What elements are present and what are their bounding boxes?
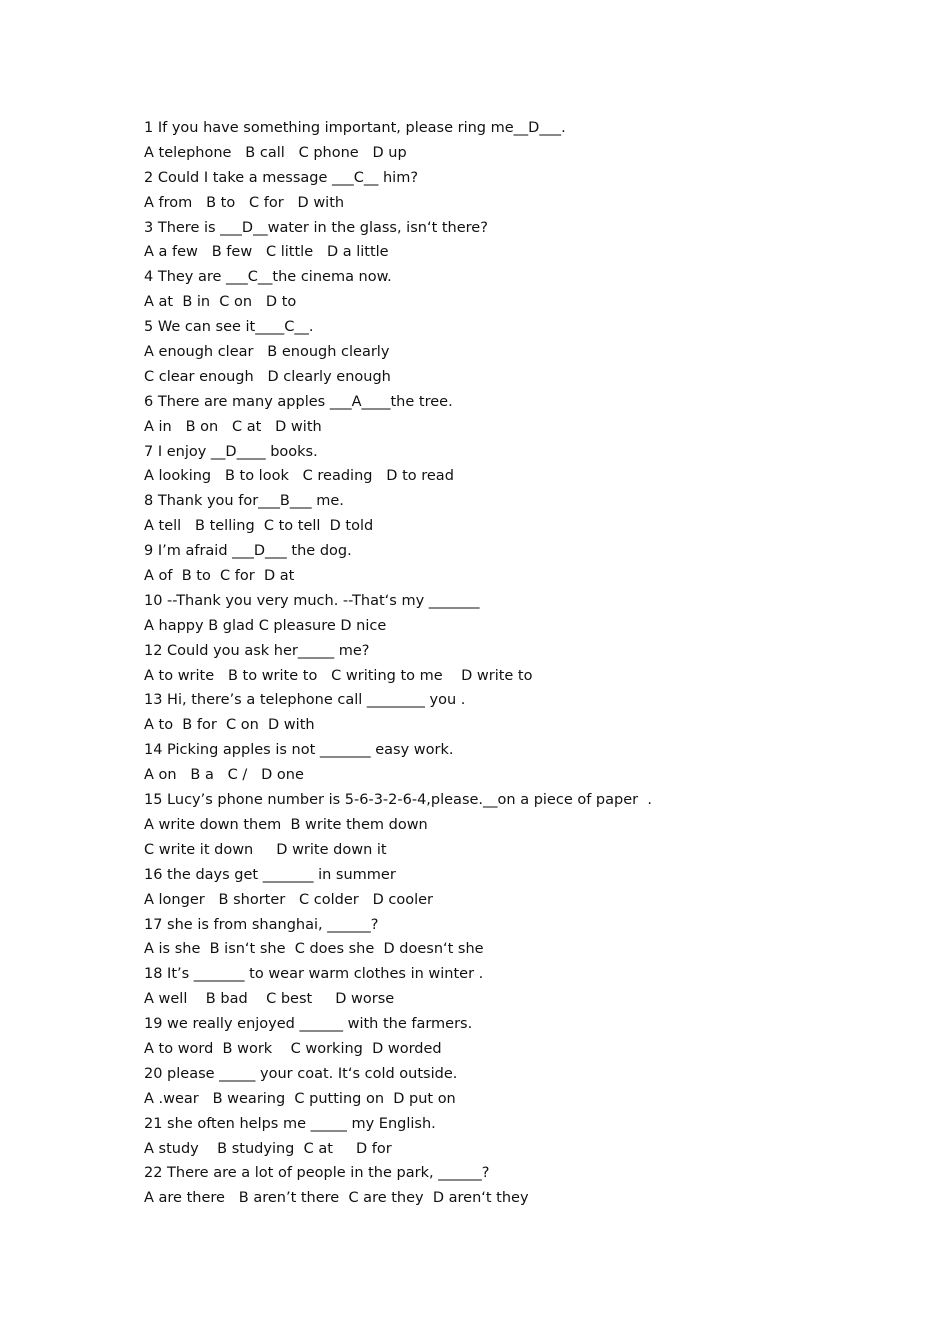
question-18: 18 It’s _______ to wear warm clothes in winter . <box>144 966 484 983</box>
options-6: A in B on C at D with <box>144 418 322 435</box>
options-9: A of B to C for D at <box>144 568 295 585</box>
options-2: A from B to C for D with <box>144 194 345 211</box>
question-3: 3 There is ___D__water in the glass, isn‘t there? <box>144 219 488 236</box>
question-6: 6 There are many apples ___A____the tree. <box>144 393 453 410</box>
options-13: A to B for C on D with <box>144 717 315 734</box>
options-18: A well B bad C best D worse <box>144 991 395 1008</box>
question-10: 10 --Thank you very much. --That‘s my _______ <box>144 592 480 609</box>
question-13: 13 Hi, there’s a telephone call ________ you . <box>144 692 466 709</box>
options-21: A study B studying C at D for <box>144 1140 392 1157</box>
question-14: 14 Picking apples is not _______ easy work. <box>144 742 454 759</box>
question-1: 1 If you have something important, please ring me__D___. <box>144 120 566 136</box>
question-16: 16 the days get _______ in summer <box>144 866 396 883</box>
question-5: 5 We can see it____C__. <box>144 319 314 336</box>
options-8: A tell B telling C to tell D told <box>144 518 374 535</box>
question-15: 15 Lucy’s phone number is 5-6-3-2-6-4,please.__on a piece of paper . <box>144 792 652 809</box>
question-8: 8 Thank you for___B___ me. <box>144 493 344 510</box>
options-10: A happy B glad C pleasure D nice <box>144 617 387 634</box>
question-19: 19 we really enjoyed ______ with the farmers. <box>144 1016 473 1033</box>
question-list <box>144 116 924 1211</box>
options-7: A looking B to look C reading D to read <box>144 468 454 485</box>
question-21: 21 she often helps me _____ my English. <box>144 1115 436 1132</box>
options-22: A are there B aren’t there C are they D aren‘t they <box>144 1190 529 1207</box>
question-4: 4 They are ___C__the cinema now. <box>144 269 392 286</box>
options-16: A longer B shorter C colder D cooler <box>144 891 433 908</box>
options-20: A .wear B wearing C putting on D put on <box>144 1090 456 1107</box>
options-5-row-1: A enough clear B enough clearly <box>144 344 390 361</box>
question-2: 2 Could I take a message ___C__ him? <box>144 169 419 186</box>
options-19: A to word B work C working D worded <box>144 1040 442 1057</box>
options-4: A at B in C on D to <box>144 294 297 311</box>
question-17: 17 she is from shanghai, ______? <box>144 916 379 933</box>
question-12: 12 Could you ask her_____ me? <box>144 642 370 659</box>
question-20: 20 please _____ your coat. It‘s cold outside. <box>144 1065 458 1082</box>
question-22: 22 There are a lot of people in the park, ______? <box>144 1165 490 1182</box>
options-14: A on B a C / D one <box>144 767 304 784</box>
options-15-row-2: C write it down D write down it <box>144 841 387 858</box>
options-5-row-2: C clear enough D clearly enough <box>144 368 391 385</box>
options-17: A is she B isn‘t she C does she D doesn‘t she <box>144 941 484 958</box>
options-1: A telephone B call C phone D up <box>144 144 407 161</box>
options-12: A to write B to write to C writing to me D write to <box>144 667 533 684</box>
options-15-row-1: A write down them B write them down <box>144 816 428 833</box>
question-7: 7 I enjoy __D____ books. <box>144 443 318 460</box>
options-3: A a few B few C little D a little <box>144 244 389 261</box>
question-9: 9 I’m afraid ___D___ the dog. <box>144 543 352 560</box>
